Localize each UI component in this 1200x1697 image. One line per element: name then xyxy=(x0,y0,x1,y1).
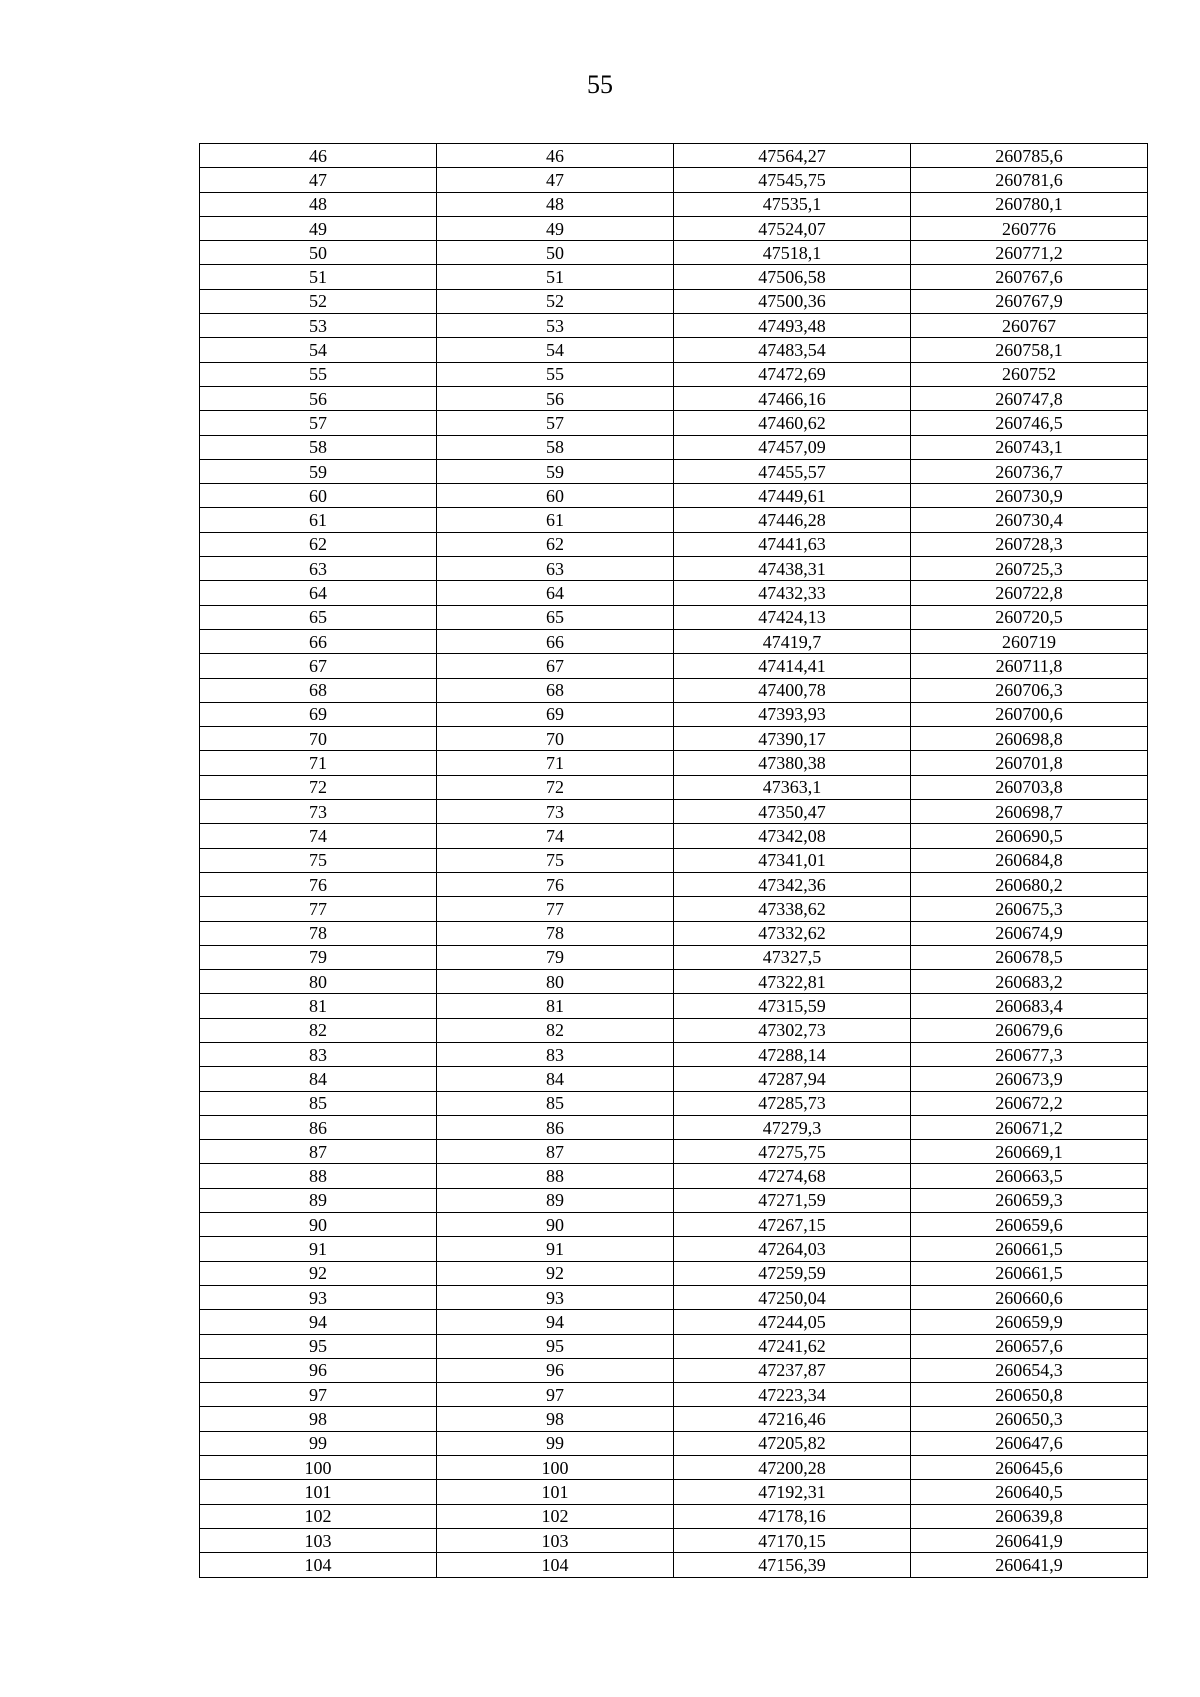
y-coordinate-cell: 260673,9 xyxy=(911,1067,1148,1091)
x-coordinate-cell: 47287,94 xyxy=(674,1067,911,1091)
x-coordinate-cell: 47455,57 xyxy=(674,459,911,483)
y-coordinate-cell: 260654,3 xyxy=(911,1358,1148,1382)
point-label-cell: 93 xyxy=(437,1285,674,1309)
point-label-cell: 80 xyxy=(437,970,674,994)
point-label-cell: 98 xyxy=(437,1407,674,1431)
x-coordinate-cell: 47241,62 xyxy=(674,1334,911,1358)
coordinates-table xyxy=(199,143,1148,1578)
table-row xyxy=(200,557,1148,581)
point-number-cell: 75 xyxy=(200,848,437,872)
x-coordinate-cell: 47279,3 xyxy=(674,1115,911,1139)
x-coordinate-cell: 47327,5 xyxy=(674,945,911,969)
y-coordinate-cell: 260659,3 xyxy=(911,1188,1148,1212)
y-coordinate-cell: 260747,8 xyxy=(911,386,1148,410)
y-coordinate-cell: 260767 xyxy=(911,314,1148,338)
point-number-cell: 70 xyxy=(200,727,437,751)
x-coordinate-cell: 47341,01 xyxy=(674,848,911,872)
table-row xyxy=(200,1285,1148,1309)
table-row xyxy=(200,800,1148,824)
table-row xyxy=(200,289,1148,313)
table-row xyxy=(200,362,1148,386)
table-row xyxy=(200,824,1148,848)
point-label-cell: 89 xyxy=(437,1188,674,1212)
x-coordinate-cell: 47267,15 xyxy=(674,1213,911,1237)
y-coordinate-cell: 260639,8 xyxy=(911,1504,1148,1528)
point-label-cell: 71 xyxy=(437,751,674,775)
point-number-cell: 50 xyxy=(200,241,437,265)
point-number-cell: 58 xyxy=(200,435,437,459)
point-label-cell: 103 xyxy=(437,1528,674,1552)
y-coordinate-cell: 260720,5 xyxy=(911,605,1148,629)
x-coordinate-cell: 47342,36 xyxy=(674,872,911,896)
x-coordinate-cell: 47200,28 xyxy=(674,1456,911,1480)
y-coordinate-cell: 260650,3 xyxy=(911,1407,1148,1431)
point-label-cell: 85 xyxy=(437,1091,674,1115)
point-number-cell: 76 xyxy=(200,872,437,896)
table-row xyxy=(200,605,1148,629)
point-number-cell: 97 xyxy=(200,1383,437,1407)
point-number-cell: 99 xyxy=(200,1431,437,1455)
point-number-cell: 67 xyxy=(200,654,437,678)
point-label-cell: 74 xyxy=(437,824,674,848)
point-number-cell: 78 xyxy=(200,921,437,945)
y-coordinate-cell: 260706,3 xyxy=(911,678,1148,702)
table-row xyxy=(200,897,1148,921)
y-coordinate-cell: 260728,3 xyxy=(911,532,1148,556)
table-row xyxy=(200,1553,1148,1577)
table-row xyxy=(200,1456,1148,1480)
point-label-cell: 53 xyxy=(437,314,674,338)
point-label-cell: 69 xyxy=(437,702,674,726)
y-coordinate-cell: 260711,8 xyxy=(911,654,1148,678)
y-coordinate-cell: 260659,9 xyxy=(911,1310,1148,1334)
point-label-cell: 51 xyxy=(437,265,674,289)
table-row xyxy=(200,1480,1148,1504)
point-number-cell: 52 xyxy=(200,289,437,313)
point-label-cell: 65 xyxy=(437,605,674,629)
x-coordinate-cell: 47380,38 xyxy=(674,751,911,775)
y-coordinate-cell: 260660,6 xyxy=(911,1285,1148,1309)
y-coordinate-cell: 260675,3 xyxy=(911,897,1148,921)
y-coordinate-cell: 260683,4 xyxy=(911,994,1148,1018)
y-coordinate-cell: 260722,8 xyxy=(911,581,1148,605)
point-number-cell: 83 xyxy=(200,1042,437,1066)
point-label-cell: 97 xyxy=(437,1383,674,1407)
y-coordinate-cell: 260730,9 xyxy=(911,484,1148,508)
point-label-cell: 60 xyxy=(437,484,674,508)
table-row xyxy=(200,1188,1148,1212)
x-coordinate-cell: 47302,73 xyxy=(674,1018,911,1042)
x-coordinate-cell: 47449,61 xyxy=(674,484,911,508)
y-coordinate-cell: 260698,8 xyxy=(911,727,1148,751)
table-row xyxy=(200,1358,1148,1382)
table-row xyxy=(200,338,1148,362)
point-label-cell: 56 xyxy=(437,386,674,410)
x-coordinate-cell: 47472,69 xyxy=(674,362,911,386)
x-coordinate-cell: 47271,59 xyxy=(674,1188,911,1212)
point-number-cell: 54 xyxy=(200,338,437,362)
table-row xyxy=(200,848,1148,872)
x-coordinate-cell: 47322,81 xyxy=(674,970,911,994)
point-number-cell: 53 xyxy=(200,314,437,338)
point-label-cell: 47 xyxy=(437,168,674,192)
x-coordinate-cell: 47524,07 xyxy=(674,216,911,240)
x-coordinate-cell: 47493,48 xyxy=(674,314,911,338)
point-number-cell: 93 xyxy=(200,1285,437,1309)
point-number-cell: 79 xyxy=(200,945,437,969)
x-coordinate-cell: 47244,05 xyxy=(674,1310,911,1334)
point-number-cell: 101 xyxy=(200,1480,437,1504)
point-number-cell: 102 xyxy=(200,1504,437,1528)
y-coordinate-cell: 260703,8 xyxy=(911,775,1148,799)
point-label-cell: 46 xyxy=(437,144,674,168)
point-number-cell: 46 xyxy=(200,144,437,168)
x-coordinate-cell: 47500,36 xyxy=(674,289,911,313)
table-row xyxy=(200,1383,1148,1407)
table-row xyxy=(200,1261,1148,1285)
point-label-cell: 78 xyxy=(437,921,674,945)
point-label-cell: 96 xyxy=(437,1358,674,1382)
x-coordinate-cell: 47483,54 xyxy=(674,338,911,362)
point-label-cell: 92 xyxy=(437,1261,674,1285)
point-label-cell: 84 xyxy=(437,1067,674,1091)
point-number-cell: 80 xyxy=(200,970,437,994)
table-row xyxy=(200,629,1148,653)
y-coordinate-cell: 260746,5 xyxy=(911,411,1148,435)
x-coordinate-cell: 47414,41 xyxy=(674,654,911,678)
y-coordinate-cell: 260725,3 xyxy=(911,557,1148,581)
y-coordinate-cell: 260736,7 xyxy=(911,459,1148,483)
point-number-cell: 51 xyxy=(200,265,437,289)
y-coordinate-cell: 260684,8 xyxy=(911,848,1148,872)
table-row xyxy=(200,1091,1148,1115)
point-label-cell: 54 xyxy=(437,338,674,362)
point-number-cell: 77 xyxy=(200,897,437,921)
point-number-cell: 88 xyxy=(200,1164,437,1188)
point-label-cell: 55 xyxy=(437,362,674,386)
table-row xyxy=(200,994,1148,1018)
point-number-cell: 65 xyxy=(200,605,437,629)
point-number-cell: 68 xyxy=(200,678,437,702)
x-coordinate-cell: 47288,14 xyxy=(674,1042,911,1066)
table-row xyxy=(200,192,1148,216)
y-coordinate-cell: 260650,8 xyxy=(911,1383,1148,1407)
x-coordinate-cell: 47205,82 xyxy=(674,1431,911,1455)
y-coordinate-cell: 260669,1 xyxy=(911,1140,1148,1164)
y-coordinate-cell: 260701,8 xyxy=(911,751,1148,775)
point-label-cell: 73 xyxy=(437,800,674,824)
x-coordinate-cell: 47250,04 xyxy=(674,1285,911,1309)
x-coordinate-cell: 47237,87 xyxy=(674,1358,911,1382)
table-row xyxy=(200,216,1148,240)
point-label-cell: 91 xyxy=(437,1237,674,1261)
y-coordinate-cell: 260683,2 xyxy=(911,970,1148,994)
point-number-cell: 56 xyxy=(200,386,437,410)
x-coordinate-cell: 47192,31 xyxy=(674,1480,911,1504)
x-coordinate-cell: 47400,78 xyxy=(674,678,911,702)
y-coordinate-cell: 260661,5 xyxy=(911,1237,1148,1261)
table-row xyxy=(200,654,1148,678)
point-label-cell: 61 xyxy=(437,508,674,532)
table-row xyxy=(200,265,1148,289)
point-label-cell: 81 xyxy=(437,994,674,1018)
x-coordinate-cell: 47460,62 xyxy=(674,411,911,435)
x-coordinate-cell: 47441,63 xyxy=(674,532,911,556)
point-label-cell: 77 xyxy=(437,897,674,921)
point-number-cell: 63 xyxy=(200,557,437,581)
y-coordinate-cell: 260679,6 xyxy=(911,1018,1148,1042)
table-row xyxy=(200,727,1148,751)
table-row xyxy=(200,1042,1148,1066)
y-coordinate-cell: 260657,6 xyxy=(911,1334,1148,1358)
x-coordinate-cell: 47438,31 xyxy=(674,557,911,581)
point-number-cell: 104 xyxy=(200,1553,437,1577)
point-number-cell: 60 xyxy=(200,484,437,508)
y-coordinate-cell: 260641,9 xyxy=(911,1553,1148,1577)
point-number-cell: 100 xyxy=(200,1456,437,1480)
table-row xyxy=(200,1067,1148,1091)
point-label-cell: 99 xyxy=(437,1431,674,1455)
point-number-cell: 98 xyxy=(200,1407,437,1431)
point-number-cell: 55 xyxy=(200,362,437,386)
point-label-cell: 82 xyxy=(437,1018,674,1042)
point-number-cell: 49 xyxy=(200,216,437,240)
table-row xyxy=(200,1164,1148,1188)
point-label-cell: 101 xyxy=(437,1480,674,1504)
y-coordinate-cell: 260743,1 xyxy=(911,435,1148,459)
x-coordinate-cell: 47170,15 xyxy=(674,1528,911,1552)
y-coordinate-cell: 260678,5 xyxy=(911,945,1148,969)
point-number-cell: 61 xyxy=(200,508,437,532)
table-row xyxy=(200,970,1148,994)
table-row xyxy=(200,872,1148,896)
table-row xyxy=(200,314,1148,338)
page-number: 55 xyxy=(587,70,613,99)
x-coordinate-cell: 47535,1 xyxy=(674,192,911,216)
x-coordinate-cell: 47419,7 xyxy=(674,629,911,653)
x-coordinate-cell: 47564,27 xyxy=(674,144,911,168)
y-coordinate-cell: 260661,5 xyxy=(911,1261,1148,1285)
x-coordinate-cell: 47332,62 xyxy=(674,921,911,945)
table-row xyxy=(200,1018,1148,1042)
table-row xyxy=(200,459,1148,483)
point-label-cell: 49 xyxy=(437,216,674,240)
table-row xyxy=(200,411,1148,435)
point-label-cell: 90 xyxy=(437,1213,674,1237)
y-coordinate-cell: 260776 xyxy=(911,216,1148,240)
y-coordinate-cell: 260663,5 xyxy=(911,1164,1148,1188)
point-number-cell: 81 xyxy=(200,994,437,1018)
y-coordinate-cell: 260780,1 xyxy=(911,192,1148,216)
table-row xyxy=(200,1504,1148,1528)
x-coordinate-cell: 47275,75 xyxy=(674,1140,911,1164)
point-label-cell: 102 xyxy=(437,1504,674,1528)
x-coordinate-cell: 47424,13 xyxy=(674,605,911,629)
point-number-cell: 47 xyxy=(200,168,437,192)
point-number-cell: 62 xyxy=(200,532,437,556)
point-number-cell: 66 xyxy=(200,629,437,653)
point-number-cell: 71 xyxy=(200,751,437,775)
table-row xyxy=(200,678,1148,702)
table-row xyxy=(200,775,1148,799)
table-row xyxy=(200,508,1148,532)
x-coordinate-cell: 47342,08 xyxy=(674,824,911,848)
point-label-cell: 100 xyxy=(437,1456,674,1480)
y-coordinate-cell: 260641,9 xyxy=(911,1528,1148,1552)
point-label-cell: 104 xyxy=(437,1553,674,1577)
point-number-cell: 82 xyxy=(200,1018,437,1042)
point-label-cell: 68 xyxy=(437,678,674,702)
y-coordinate-cell: 260758,1 xyxy=(911,338,1148,362)
x-coordinate-cell: 47338,62 xyxy=(674,897,911,921)
x-coordinate-cell: 47156,39 xyxy=(674,1553,911,1577)
x-coordinate-cell: 47315,59 xyxy=(674,994,911,1018)
point-label-cell: 50 xyxy=(437,241,674,265)
y-coordinate-cell: 260700,6 xyxy=(911,702,1148,726)
point-label-cell: 83 xyxy=(437,1042,674,1066)
point-number-cell: 89 xyxy=(200,1188,437,1212)
y-coordinate-cell: 260672,2 xyxy=(911,1091,1148,1115)
point-number-cell: 87 xyxy=(200,1140,437,1164)
point-label-cell: 72 xyxy=(437,775,674,799)
table-row xyxy=(200,1407,1148,1431)
table-row xyxy=(200,435,1148,459)
table-row xyxy=(200,386,1148,410)
point-number-cell: 48 xyxy=(200,192,437,216)
x-coordinate-cell: 47393,93 xyxy=(674,702,911,726)
table-row xyxy=(200,1237,1148,1261)
x-coordinate-cell: 47259,59 xyxy=(674,1261,911,1285)
point-label-cell: 76 xyxy=(437,872,674,896)
x-coordinate-cell: 47518,1 xyxy=(674,241,911,265)
point-label-cell: 58 xyxy=(437,435,674,459)
point-label-cell: 64 xyxy=(437,581,674,605)
table-row xyxy=(200,1115,1148,1139)
table-row xyxy=(200,945,1148,969)
point-label-cell: 62 xyxy=(437,532,674,556)
x-coordinate-cell: 47216,46 xyxy=(674,1407,911,1431)
point-label-cell: 59 xyxy=(437,459,674,483)
y-coordinate-cell: 260671,2 xyxy=(911,1115,1148,1139)
x-coordinate-cell: 47457,09 xyxy=(674,435,911,459)
y-coordinate-cell: 260785,6 xyxy=(911,144,1148,168)
x-coordinate-cell: 47350,47 xyxy=(674,800,911,824)
x-coordinate-cell: 47178,16 xyxy=(674,1504,911,1528)
table-row xyxy=(200,751,1148,775)
point-number-cell: 96 xyxy=(200,1358,437,1382)
point-number-cell: 74 xyxy=(200,824,437,848)
point-number-cell: 84 xyxy=(200,1067,437,1091)
table-row xyxy=(200,921,1148,945)
y-coordinate-cell: 260719 xyxy=(911,629,1148,653)
y-coordinate-cell: 260767,6 xyxy=(911,265,1148,289)
point-label-cell: 67 xyxy=(437,654,674,678)
x-coordinate-cell: 47264,03 xyxy=(674,1237,911,1261)
point-number-cell: 90 xyxy=(200,1213,437,1237)
y-coordinate-cell: 260645,6 xyxy=(911,1456,1148,1480)
y-coordinate-cell: 260698,7 xyxy=(911,800,1148,824)
table-row xyxy=(200,581,1148,605)
x-coordinate-cell: 47446,28 xyxy=(674,508,911,532)
x-coordinate-cell: 47466,16 xyxy=(674,386,911,410)
point-number-cell: 94 xyxy=(200,1310,437,1334)
point-number-cell: 57 xyxy=(200,411,437,435)
point-number-cell: 95 xyxy=(200,1334,437,1358)
table-row xyxy=(200,1140,1148,1164)
point-number-cell: 69 xyxy=(200,702,437,726)
table-row xyxy=(200,1528,1148,1552)
x-coordinate-cell: 47545,75 xyxy=(674,168,911,192)
point-label-cell: 57 xyxy=(437,411,674,435)
x-coordinate-cell: 47274,68 xyxy=(674,1164,911,1188)
y-coordinate-cell: 260781,6 xyxy=(911,168,1148,192)
x-coordinate-cell: 47432,33 xyxy=(674,581,911,605)
table-row xyxy=(200,1213,1148,1237)
point-number-cell: 59 xyxy=(200,459,437,483)
point-label-cell: 87 xyxy=(437,1140,674,1164)
y-coordinate-cell: 260677,3 xyxy=(911,1042,1148,1066)
y-coordinate-cell: 260752 xyxy=(911,362,1148,386)
x-coordinate-cell: 47506,58 xyxy=(674,265,911,289)
table-row xyxy=(200,144,1148,168)
table-row xyxy=(200,1334,1148,1358)
point-number-cell: 72 xyxy=(200,775,437,799)
coordinates-table-body xyxy=(200,144,1148,1578)
y-coordinate-cell: 260674,9 xyxy=(911,921,1148,945)
point-label-cell: 75 xyxy=(437,848,674,872)
table-row xyxy=(200,484,1148,508)
table-row xyxy=(200,168,1148,192)
table-row xyxy=(200,1310,1148,1334)
point-number-cell: 92 xyxy=(200,1261,437,1285)
y-coordinate-cell: 260680,2 xyxy=(911,872,1148,896)
point-number-cell: 73 xyxy=(200,800,437,824)
point-label-cell: 48 xyxy=(437,192,674,216)
y-coordinate-cell: 260659,6 xyxy=(911,1213,1148,1237)
point-label-cell: 63 xyxy=(437,557,674,581)
x-coordinate-cell: 47223,34 xyxy=(674,1383,911,1407)
x-coordinate-cell: 47363,1 xyxy=(674,775,911,799)
y-coordinate-cell: 260730,4 xyxy=(911,508,1148,532)
point-number-cell: 86 xyxy=(200,1115,437,1139)
y-coordinate-cell: 260771,2 xyxy=(911,241,1148,265)
table-row xyxy=(200,241,1148,265)
point-label-cell: 52 xyxy=(437,289,674,313)
point-number-cell: 85 xyxy=(200,1091,437,1115)
y-coordinate-cell: 260767,9 xyxy=(911,289,1148,313)
point-label-cell: 66 xyxy=(437,629,674,653)
point-label-cell: 86 xyxy=(437,1115,674,1139)
point-number-cell: 91 xyxy=(200,1237,437,1261)
point-number-cell: 103 xyxy=(200,1528,437,1552)
point-label-cell: 88 xyxy=(437,1164,674,1188)
x-coordinate-cell: 47285,73 xyxy=(674,1091,911,1115)
x-coordinate-cell: 47390,17 xyxy=(674,727,911,751)
y-coordinate-cell: 260647,6 xyxy=(911,1431,1148,1455)
point-label-cell: 70 xyxy=(437,727,674,751)
point-number-cell: 64 xyxy=(200,581,437,605)
point-label-cell: 95 xyxy=(437,1334,674,1358)
y-coordinate-cell: 260690,5 xyxy=(911,824,1148,848)
table-row xyxy=(200,702,1148,726)
point-label-cell: 79 xyxy=(437,945,674,969)
point-label-cell: 94 xyxy=(437,1310,674,1334)
table-row xyxy=(200,532,1148,556)
table-row xyxy=(200,1431,1148,1455)
y-coordinate-cell: 260640,5 xyxy=(911,1480,1148,1504)
